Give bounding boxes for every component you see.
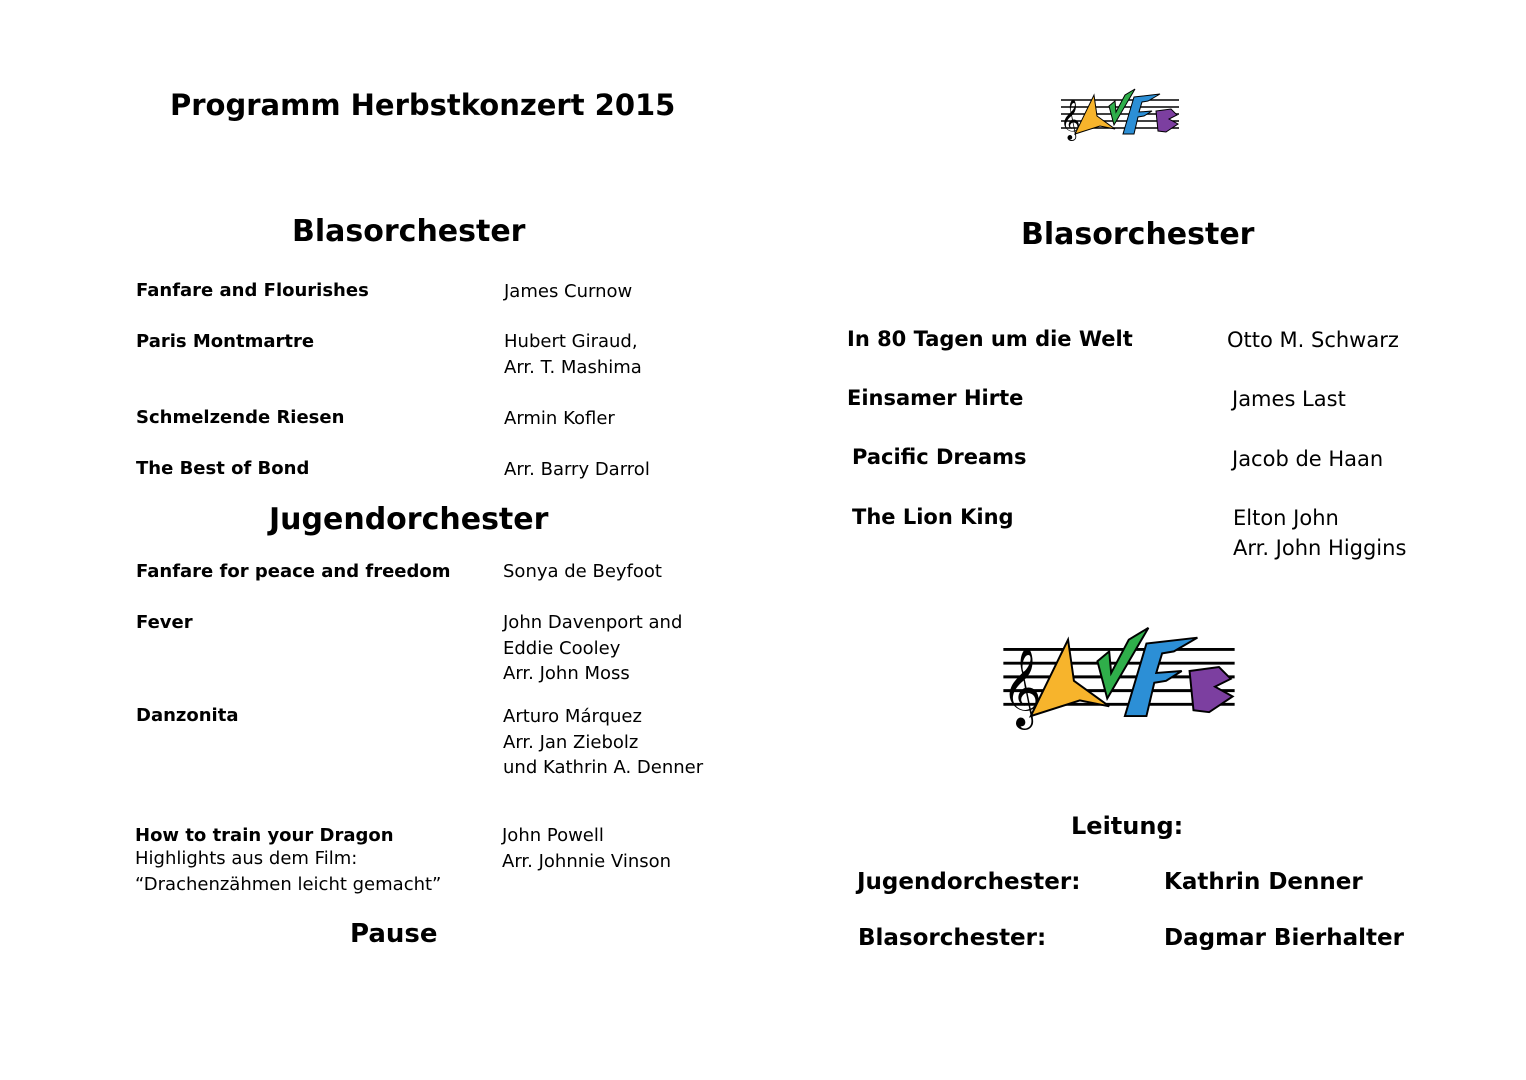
program-composer: Arturo Márquez Arr. Jan Ziebolz und Kathrin A. Denner — [503, 706, 704, 778]
program-title: Paris Montmartre — [136, 331, 315, 352]
program-title: The Lion King — [852, 505, 1014, 529]
page-title: Programm Herbstkonzert 2015 — [170, 88, 676, 122]
section-heading-jugendorchester: Jugendorchester — [269, 502, 549, 537]
program-title: In 80 Tagen um die Welt — [847, 327, 1133, 351]
program-title: Pacific Dreams — [852, 445, 1027, 469]
program-composer: James Last — [1232, 387, 1346, 411]
program-composer: John Davenport and Eddie Cooley Arr. John Moss — [503, 612, 683, 684]
leitung-role: Jugendorchester: — [857, 869, 1081, 895]
treble-clef-icon: 𝄞 — [1060, 100, 1081, 140]
program-composer: Armin Kofler — [504, 408, 615, 429]
leitung-role: Blasorchester: — [858, 925, 1047, 951]
leitung-heading: Leitung: — [1071, 812, 1184, 840]
program-description: Highlights aus dem Film: — [135, 848, 358, 869]
logo-small — [1058, 86, 1182, 140]
leitung-name: Dagmar Bierhalter — [1164, 925, 1404, 951]
program-composer: Hubert Giraud, Arr. T. Mashima — [504, 331, 642, 378]
program-composer: Sonya de Beyfoot — [503, 561, 662, 582]
program-title: Fanfare and Flourishes — [136, 280, 369, 301]
section-heading-blasorchester-left: Blasorchester — [292, 214, 526, 249]
program-title: The Best of Bond — [136, 458, 310, 479]
program-composer: Otto M. Schwarz — [1227, 328, 1399, 352]
program-title: How to train your Dragon Highlights aus dem Film: “Drachenzähmen leicht gemacht” — [135, 825, 441, 897]
program-title: Fanfare for peace and freedom — [136, 561, 451, 582]
logo-large — [998, 622, 1240, 728]
section-heading-blasorchester-right: Blasorchester — [1021, 217, 1255, 252]
program-composer: James Curnow — [504, 281, 633, 302]
treble-clef-icon: 𝄞 — [1001, 647, 1042, 728]
program-title: Danzonita — [136, 705, 239, 726]
pause-label: Pause — [350, 919, 438, 949]
program-title: Fever — [136, 612, 193, 633]
program-composer: Arr. Barry Darrol — [504, 459, 650, 480]
program-title: Einsamer Hirte — [847, 386, 1024, 410]
leitung-name: Kathrin Denner — [1164, 869, 1363, 895]
program-composer: Elton John Arr. John Higgins — [1233, 506, 1407, 560]
program-composer: Jacob de Haan — [1232, 447, 1384, 471]
program-title: Schmelzende Riesen — [136, 407, 345, 428]
program-composer: John Powell Arr. Johnnie Vinson — [502, 825, 672, 872]
program-description: “Drachenzähmen leicht gemacht” — [135, 873, 442, 895]
